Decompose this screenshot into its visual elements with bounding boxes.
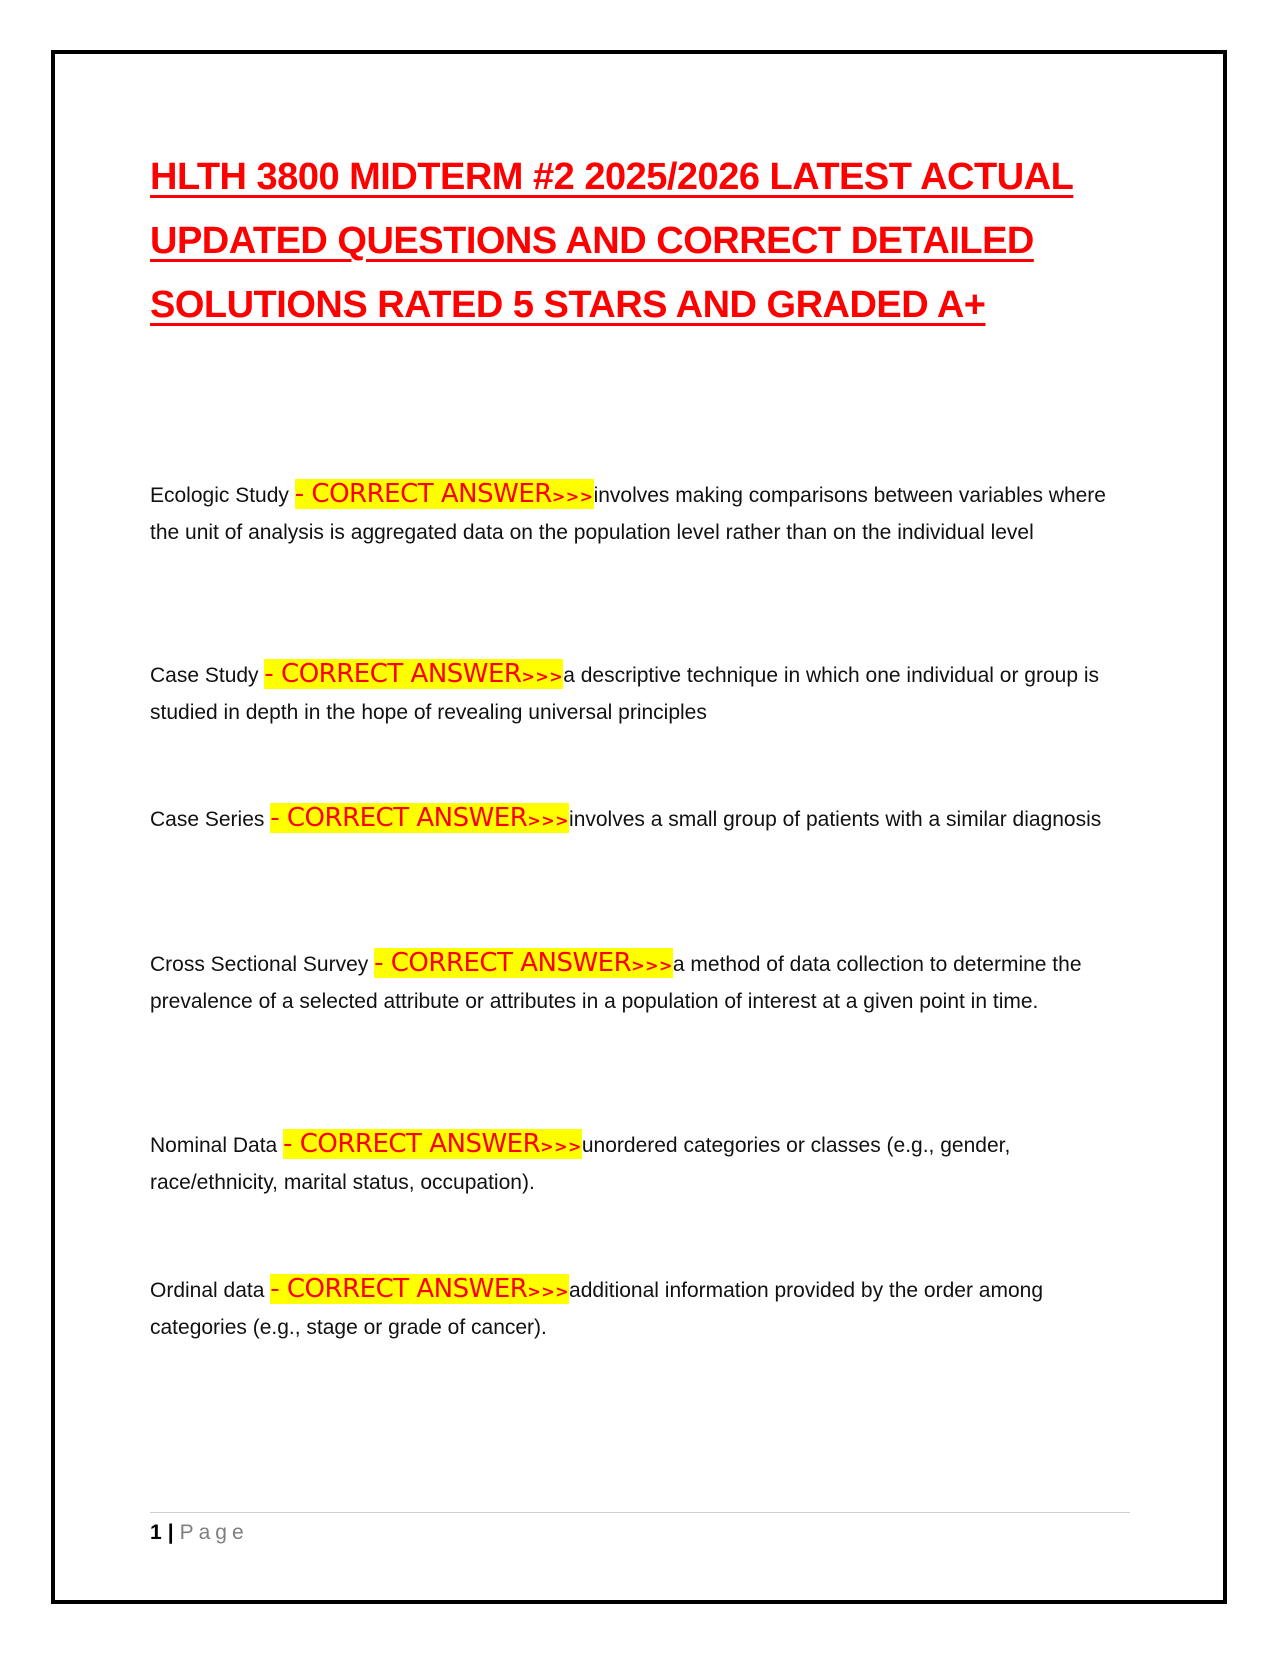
- definition: involves a small group of patients with a similar diagnosis: [569, 808, 1102, 831]
- term: Cross Sectional Survey: [150, 953, 369, 976]
- answer-arrows: >>>: [521, 667, 564, 686]
- answer-marker-text: - CORRECT ANSWER: [294, 479, 552, 509]
- term: Nominal Data: [150, 1134, 278, 1157]
- qa-entry: [150, 945, 1140, 1020]
- qa-entry: [150, 1126, 1140, 1201]
- answer-arrows: >>>: [551, 487, 594, 506]
- answer-marker-text: - CORRECT ANSWER: [374, 948, 632, 978]
- correct-answer-marker: [270, 1274, 569, 1304]
- correct-answer-marker: [295, 479, 594, 509]
- answer-marker-text: - CORRECT ANSWER: [283, 1129, 541, 1159]
- answer-marker-text: - CORRECT ANSWER: [270, 803, 528, 833]
- correct-answer-marker: [270, 803, 569, 833]
- page-number: 1: [150, 1521, 162, 1544]
- answer-marker-text: - CORRECT ANSWER: [270, 1274, 528, 1304]
- term: Ordinal data: [150, 1279, 265, 1302]
- definition: a descriptive technique in which one individual or group is studied in depth in the hope of revealing universal principles: [150, 664, 1100, 724]
- footer-divider: [150, 1512, 1130, 1513]
- page-label: Page: [179, 1521, 249, 1544]
- definition: additional information provided by the order among categories (e.g., stage or grade of cancer).: [150, 1279, 1044, 1339]
- definition: a method of data collection to determine the prevalence of a selected attribute or attributes in a population of interest at a given point in time.: [150, 953, 1082, 1013]
- document-title: HLTH 3800 MIDTERM #2 2025/2026 LATEST ACTUAL UPDATED QUESTIONS AND CORRECT DETAILED SOLUTIONS RATED 5 STARS AND GRADED A+: [150, 156, 1074, 326]
- qa-entry: [150, 800, 1140, 839]
- footer-separator: |: [167, 1521, 174, 1544]
- page-footer: [150, 1518, 249, 1548]
- term: Ecologic Study: [150, 484, 289, 507]
- definition: unordered categories or classes (e.g., gender, race/ethnicity, marital status, occupation).: [150, 1134, 1011, 1194]
- correct-answer-marker: [374, 948, 673, 978]
- answer-arrows: >>>: [527, 1282, 570, 1301]
- qa-entry: [150, 1271, 1140, 1346]
- definition: involves making comparisons between variables where the unit of analysis is aggregated data on the population level rather than on the individual level: [150, 484, 1106, 544]
- term: Case Series: [150, 808, 265, 831]
- correct-answer-marker: [264, 659, 563, 689]
- answer-arrows: >>>: [527, 811, 570, 830]
- qa-entry: [150, 656, 1140, 731]
- answer-arrows: >>>: [540, 1137, 582, 1156]
- answer-arrows: >>>: [631, 956, 673, 975]
- answer-marker-text: - CORRECT ANSWER: [264, 659, 522, 689]
- term: Case Study: [150, 664, 259, 687]
- qa-entry: [150, 476, 1140, 551]
- correct-answer-marker: [283, 1129, 582, 1159]
